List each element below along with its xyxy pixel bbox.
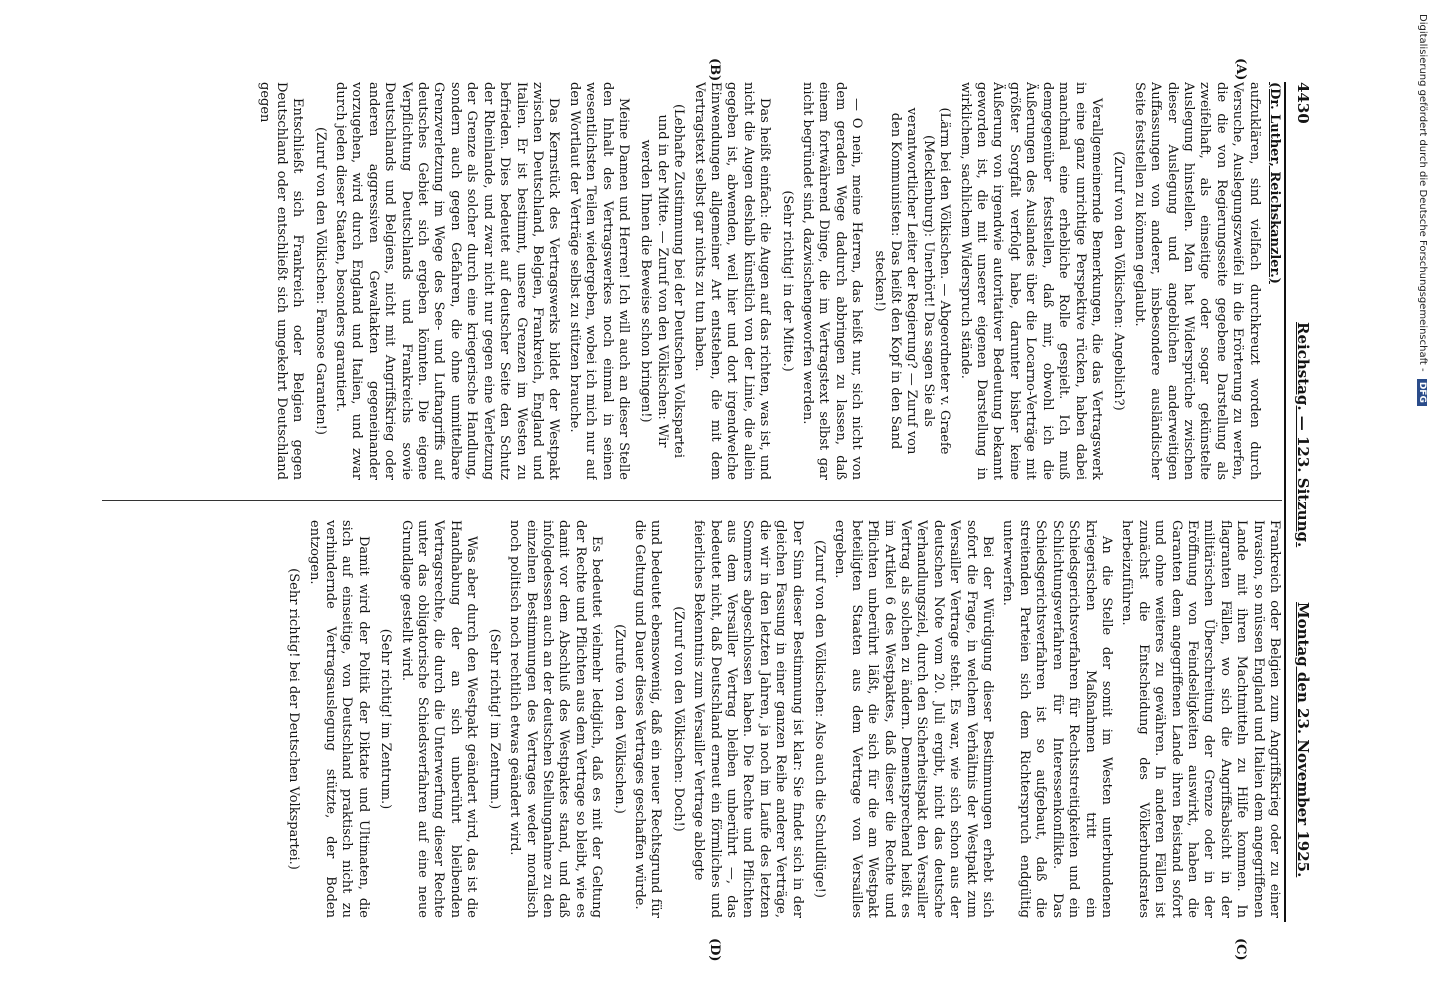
paragraph: Frankreich oder Belgien zum Angriffskrieg oder zu einer Invasion, so müssen England und Italien dem angegriffenen Lande mit ihren Machtmitteln zu Hilfe kommen. In flagranten Fällen, wo sich die Angriffsabsicht in der militärischen Überschreitung der Grenze oder in der Eröffnung von Feindseligkeiten auswirkt, haben die Garanten dem angegriffenen Lande ihren Beistand sofort und ohne weiteres zu gewähren. In anderen Fällen ist zunächst die Entscheidung des Völkerbundsrates herbeizuführen. bbox=[1119, 520, 1282, 918]
dfg-logo: DFG bbox=[1417, 379, 1427, 406]
left-column bbox=[102, 82, 1282, 480]
paragraph: Das Kernstück des Vertragswerks bildet der Westpakt zwischen Deutschland, Belgien, Frankreich, England und Italien. Er ist bestimmt, unsere Grenzen im Westen zu befrieden. Dies bedeutet auf deutscher Seite den Schutz der Rheinlande, und zwar nicht nur gegen eine Verletzung der Grenze als solcher durch eine kriegerische Handlung, sondern auch gegen Gefahren, die ohne unmittelbare Grenzverletzung im Wege des See- und Luftangriffs auf deutsches Gebiet sich ergeben könnten. Die eigene Verpflichtung Deutschlands und Frankreichs sowie Deutschlands und Belgiens, nicht mit Angriffskrieg oder anderen aggressiven Gewaltakten gegeneinander vorzugehen, wird durch England und Italien, und zwar durch jeden dieser Staaten, besonders garantiert. bbox=[333, 82, 562, 480]
paragraph: Meine Damen und Herren! Ich will auch an dieser Stelle den Inhalt des Vertragswerkes noch einmal in seinen wesentlichsten Teilen wiedergeben, wobei ich mich nur auf den Wortlaut der Verträge selbst zu stützen brauche. bbox=[566, 82, 631, 480]
paragraph: und bedeutet ebensowenig, daß ein neuer Rechtsgrund für die Geltung und Dauer dieses Vertrages geschaffen würde. bbox=[631, 520, 664, 918]
paragraph: Das heißt einfach: die Augen auf das richten, was ist, und nicht die Augen deshalb künstlich von der Linie, die allein gegeben ist, abwenden, weil hier und dort irgendwelche Einwendungen allgemeiner Art entstehen, die mit dem Vertragstext selbst gar nichts zu tun haben. bbox=[691, 82, 773, 480]
paragraph: Verallgemeinernde Bemerkungen, die das Vertragswerk in eine ganz unrichtige Perspektive rücken, haben dabei manchmal eine erhebliche Rolle gespielt. Ich muß demgegenüber feststellen, daß mir, obwohl ich die Äußerungen des Auslandes über die Locarno-Verträge mit größter Sorgfalt verfolgt habe, darunter bisher keine Äußerung von irgendwie autoritativer Bedeutung bekannt geworden ist, die mit unserer eigenen Darstellung in wirklichem, sachlichem Widerspruch stände. bbox=[957, 82, 1104, 480]
speaker-label: (Dr. Luther, Reichskanzler.) bbox=[1267, 82, 1282, 284]
interjection: (Sehr richtig! im Zentrum.) bbox=[378, 628, 394, 810]
session-date: Montag den 23. November 1925. bbox=[1294, 602, 1312, 878]
column-divider bbox=[102, 500, 1282, 501]
interjection: (Sehr richtig! in der Mitte.) bbox=[779, 190, 795, 372]
margin-letter-b: (B) bbox=[707, 58, 722, 82]
paragraph: Der Sinn dieser Bestimmung ist klar: Sie findet sich in der gleichen Fassung in einer ganzen Reihe anderer Verträge, die wir in den letzten Jahren, ja noch im Laufe des letzten Sommers abgeschlossen haben. Die Rechte und Pflichten aus dem Versailler Vertrag bleiben unberührt —, das bedeutet nicht, daß Deutschland erneut ein förmliches und feierliches Bekenntnis zum Versailler Vertrage ablegte bbox=[691, 520, 805, 918]
interjection: (Zuruf von den Völkischen: Also auch die Schuldlüge!) bbox=[812, 540, 828, 898]
paragraph: Was aber durch den Westpakt geändert wird, das ist die Handhabung der an sich unberührt bleibenden Vertragsrechte, die durch die Unterwerfung dieser Rechte unter das obligatorische Schiedsverfahren auf eine neue Grundlage gestellt wird. bbox=[398, 520, 480, 918]
margin-letter-d: (D) bbox=[707, 938, 722, 962]
margin-letter-c: (C) bbox=[1233, 938, 1248, 961]
paragraph: Damit wird der Politik der Diktate und Ultimaten, die sich auf einseitige, von Deutschland praktisch nicht zu verhindernde Vertragsauslegung stützte, der Boden entzogen. bbox=[306, 520, 371, 918]
paragraph: An die Stelle der somit im Westen unterbundenen kriegerischen Maßnahmen tritt ein Schiedsgerichtsverfahren für Rechtsstreitigkeiten und ein Schlichtungsverfahren für Interessenkonflikte. Das Schiedsgerichtsverfahren ist so aufgebaut, daß die streitenden Parteien sich dem Richterspruch endgültig unterwerfen. bbox=[1000, 520, 1114, 918]
paragraph: — O nein, meine Herren, das heißt nur, sich nicht von dem geraden Wege dadurch abbringen zu lassen, daß einem fortwährend Dinge, die im Vertragstext selbst gar nicht begründet sind, dazwischengeworfen werden. bbox=[800, 82, 865, 480]
paragraph: Bei der Würdigung dieser Bestimmungen erhebt sich sofort die Frage, in welchem Verhältnis der Westpakt zum Versailler Vertrage steht. Es war, wie sich schon aus der deutschen Note vom 20. Juli ergibt, nicht das deutsche Verhandlungsziel, durch den Sicherheitspakt den Versailler Vertrag als solchen zu ändern. Dementsprechend heißt es im Artikel 6 des Westpaktes, daß dieser die Rechte und Pflichten unberührt läßt, die sich für die am Westpakt beteiligten Staaten aus dem Vertrage von Versailles ergeben. bbox=[832, 520, 996, 918]
interjection: (Zuruf von den Völkischen: Famose Garanten!) bbox=[312, 127, 328, 435]
interjection: (Zurufe von den Völkischen.) bbox=[611, 624, 627, 814]
paragraph: aufzuklären, sind vielfach durchkreuzt worden durch Versuche, Auslegungszweifel in die Erörterung zu werfen, die die von Regierungsseite gegebene Darstellung als zweifelhaft, als einseitige oder sogar gekünstelte Auslegung hinstellen. Man hat Widersprüche zwischen dieser Auslegung und angeblichen anderweitigen Auffassungen von anderer, insbesondere ausländischer Seite feststellen zu können geglaubt. bbox=[1131, 82, 1262, 480]
session-title: Reichstag. — 123. Sitzung. bbox=[1294, 322, 1312, 548]
interjection: (Sehr richtig! bei der Deutschen Volkspartei.) bbox=[286, 568, 302, 870]
right-column bbox=[102, 520, 1282, 918]
digitization-credit bbox=[1417, 14, 1428, 994]
page-header bbox=[1284, 82, 1316, 922]
paragraph: Es bedeutet vielmehr lediglich, daß es mit der Geltung der Rechte und Pflichten aus dem Vertrage so bleibt, wie es damit vor dem Abschluß des Westpaktes stand, und daß infolgedessen auch an der deutschen Stellungnahme zu den einzelnen Bestimmungen des Vertrages weder moralisch noch politisch noch rechtlich etwas geändert wird. bbox=[507, 520, 605, 918]
margin-letter-a: (A) bbox=[1233, 58, 1248, 81]
credit-text: Digitalisierung gefördert durch die Deutsche Forschungsgemeinschaft - bbox=[1417, 14, 1428, 372]
interjection: (Sehr richtig! im Zentrum.) bbox=[486, 628, 502, 810]
paragraph: Entschließt sich Frankreich oder Belgien gegen Deutschland oder entschließt sich umgekehrt Deutschland gegen bbox=[257, 82, 306, 480]
interjection: (Zuruf von den Völkischen: Angeblich?) bbox=[1111, 151, 1127, 411]
interjection: (Lärm bei den Völkischen. — Abgeordneter v. Graefe (Mecklenburg): Unerhört! Das sagen Sie als verantwortlicher Leiter der Regierung? — Zuruf von den Kommunisten: Das heißt den Kopf in den Sand stecken!) bbox=[871, 107, 953, 455]
page-number: 4430 bbox=[1294, 82, 1312, 124]
interjection: (Lebhafte Zustimmung bei der Deutschen Volkspartei und in der Mitte. — Zuruf von den Völkischen: Wir werden Ihnen die Beweise schon bringen!) bbox=[638, 103, 687, 458]
interjection: (Zuruf von den Völkischen: Doch!) bbox=[670, 606, 686, 832]
